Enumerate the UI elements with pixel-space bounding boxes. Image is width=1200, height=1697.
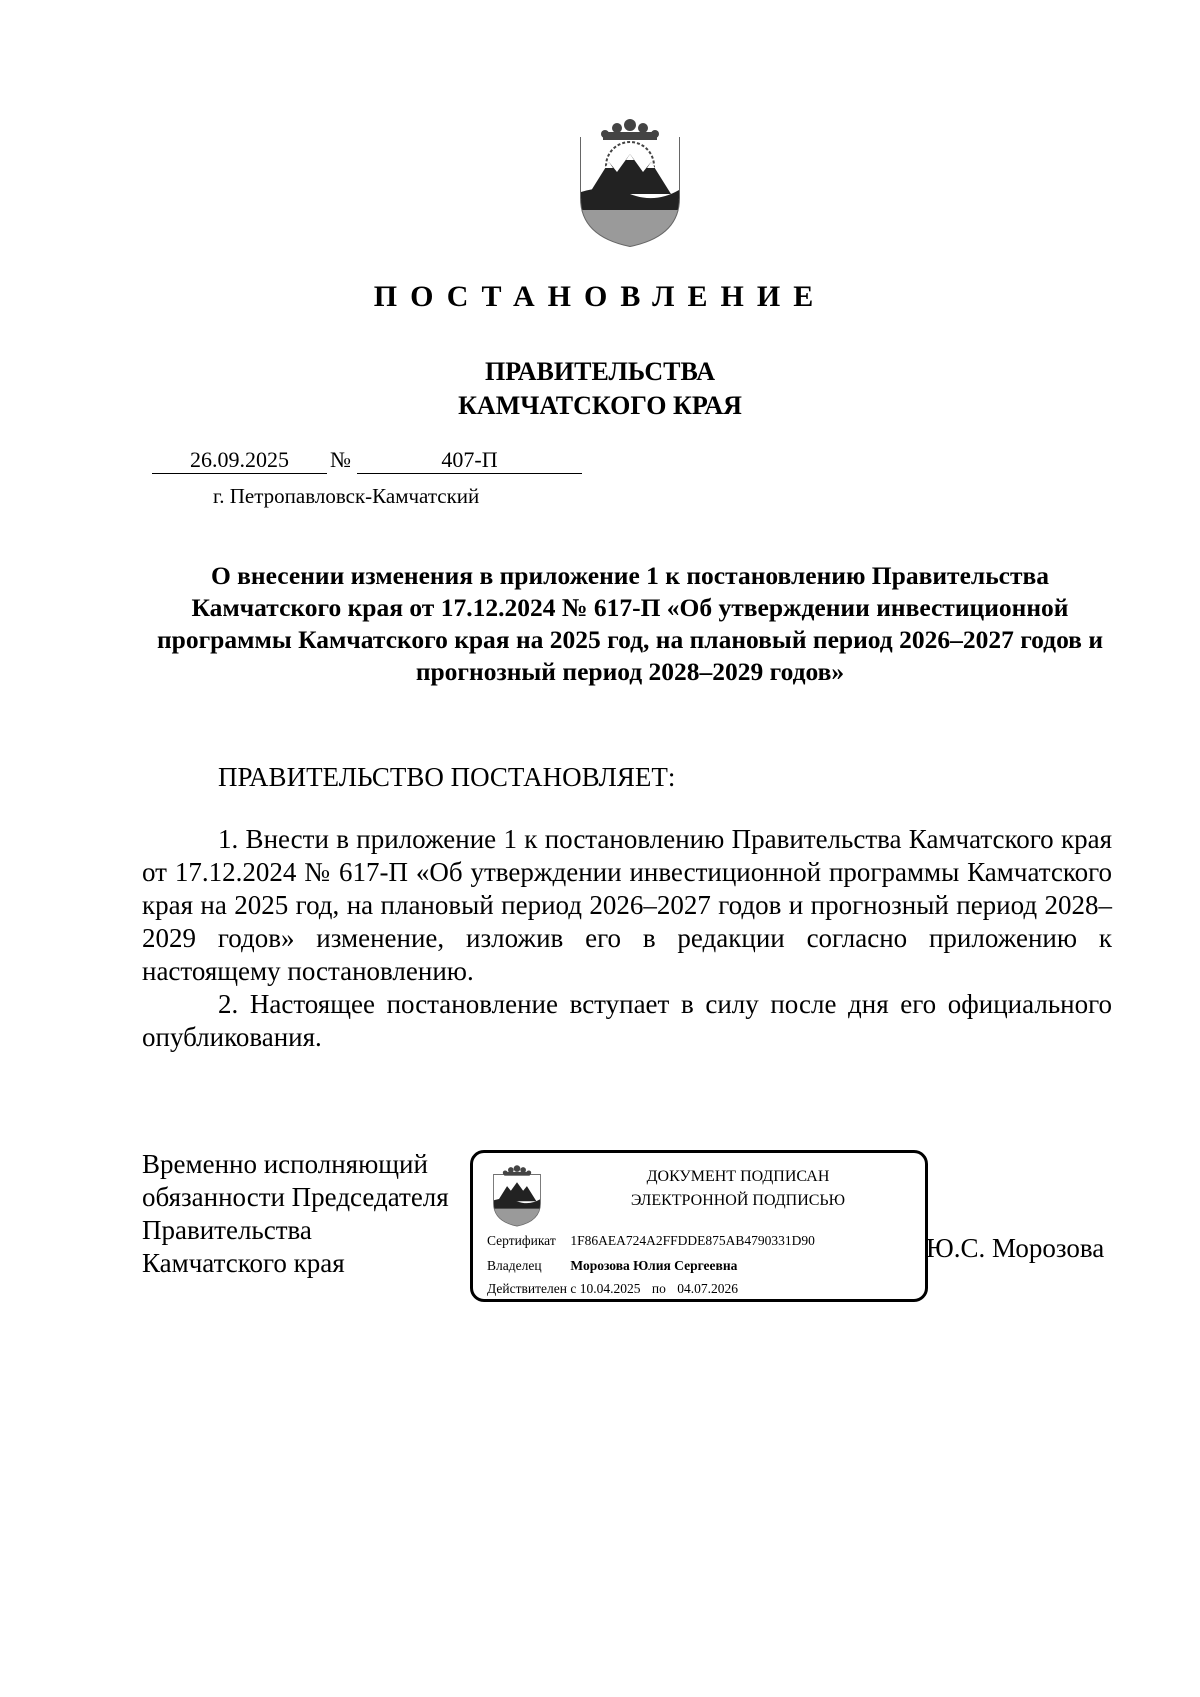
validity-label: Действителен [487,1281,567,1296]
certificate-row [487,1233,815,1249]
paragraph-item-1: 1. Внести в приложение 1 к постановлению Правительства Камчатского края от 17.12.2024 № 617-П «Об утверждении инвестиционной программы Камчатского края на 2025 год, на плановый период 2026–2027 годов и прогнозный период 2028–2029 годов» изменение, изложив его в редакции согласно приложению к настоящему постановлению. [142,824,1112,986]
signer-position-line: Камчатского края [142,1248,345,1278]
authority-line-1: ПРАВИТЕЛЬСТВА [485,357,715,386]
owner-value: Морозова Юлия Сергеевна [570,1258,738,1273]
issuing-authority [0,355,1200,423]
signer-position [142,1148,449,1280]
decree-phrase: ПРАВИТЕЛЬСТВО ПОСТАНОВЛЯЕТ: [218,762,676,792]
signer-position-line: Правительства [142,1215,312,1245]
stamp-heading [568,1165,908,1213]
signer-name: Ю.С. Морозова [926,1233,1105,1263]
date-number-row [152,447,582,475]
owner-label: Владелец [487,1258,542,1273]
certificate-label: Сертификат [487,1233,556,1248]
document-date: 26.09.2025 [152,447,327,474]
coat-of-arms-emblem [575,118,685,248]
paragraph-item-2: 2. Настоящее постановление вступает в силу после дня его официального опубликования. [142,989,1112,1052]
document-city: г. Петропавловск-Камчатский [213,484,480,508]
document-number: 407-П [357,447,582,474]
valid-to-word: по [651,1281,666,1296]
signer-position-line: обязанности Председателя [142,1182,449,1212]
owner-row [487,1258,737,1274]
stamp-emblem-icon [491,1165,543,1227]
valid-to: 04.07.2026 [677,1281,738,1296]
electronic-signature-stamp [470,1150,928,1302]
document-title: О внесении изменения в приложение 1 к постановлению Правительства Камчатского края от 17.12.2024 № 617-П «Об утверждении инвестиционной программы Камчатского края на 2025 год, на плановый период 2026–2027 годов и прогнозный период 2028–2029 годов» [156,561,1104,686]
valid-from: с 10.04.2025 [570,1281,641,1296]
stamp-heading-line: ДОКУМЕНТ ПОДПИСАН [646,1168,830,1185]
number-sign: № [330,447,351,472]
certificate-value: 1F86AEA724A2FFDDE875AB4790331D90 [570,1233,815,1248]
stamp-heading-line: ЭЛЕКТРОННОЙ ПОДПИСЬЮ [630,1192,846,1209]
authority-line-2: КАМЧАТСКОГО КРАЯ [458,391,742,420]
validity-row [487,1281,738,1297]
document-type-heading: ПОСТАНОВЛЕНИЕ [373,280,827,313]
signer-position-line: Временно исполняющий [142,1149,428,1179]
